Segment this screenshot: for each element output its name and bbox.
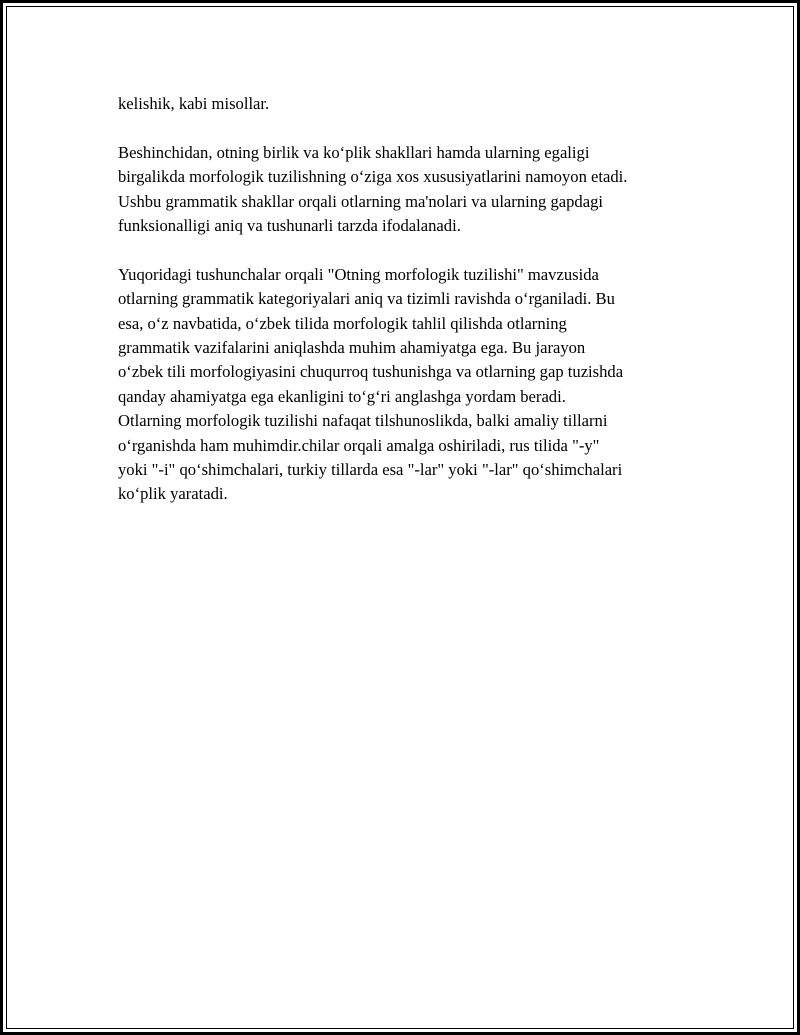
paragraph-1	[118, 92, 698, 116]
text-line: oʻrganishda ham muhimdir.chilar orqali amalga oshiriladi, rus tilida "-y"	[118, 435, 600, 455]
text-line: Ushbu grammatik shakllar orqali otlarning ma'nolari va ularning gapdagi	[118, 191, 604, 211]
text-line: funksionalligi aniq va tushunarli tarzda ifodalanadi.	[118, 216, 461, 236]
text-line: Otlarning morfologik tuzilishi nafaqat tilshunoslikda, balki amaliy tillarni	[118, 411, 608, 431]
text-line: esa, oʻz navbatida, oʻzbek tilida morfologik tahlil qilishda otlarning	[118, 313, 567, 333]
text-line: Beshinchidan, otning birlik va koʻplik shakllari hamda ularning egaligi	[118, 142, 590, 162]
text-line: grammatik vazifalarini aniqlashda muhim ahamiyatga ega. Bu jarayon	[118, 338, 586, 358]
text-line: kelishik, kabi misollar.	[118, 94, 270, 113]
text-line: oʻzbek tili morfologiyasini chuqurroq tushunishga va otlarning gap tuzishda	[118, 362, 624, 382]
paragraph-3	[118, 263, 698, 507]
text-line: Yuqoridagi tushunchalar orqali "Otning morfologik tuzilishi" mavzusida	[118, 264, 599, 284]
text-line: birgalikda morfologik tuzilishning oʻziga xos xususiyatlarini namoyon etadi.	[118, 167, 628, 187]
paragraph-2	[118, 141, 698, 239]
text-line: otlarning grammatik kategoriyalari aniq va tizimli ravishda oʻrganiladi. Bu	[118, 289, 615, 309]
text-line: yoki "-i" qoʻshimchalari, turkiy tillarda esa "-lar" yoki "-lar" qoʻshimchalari	[118, 460, 623, 480]
text-line: qanday ahamiyatga ega ekanligini toʻgʻri anglashga yordam beradi.	[118, 386, 566, 406]
text-line: koʻplik yaratadi.	[118, 484, 228, 504]
document-body	[118, 92, 698, 531]
